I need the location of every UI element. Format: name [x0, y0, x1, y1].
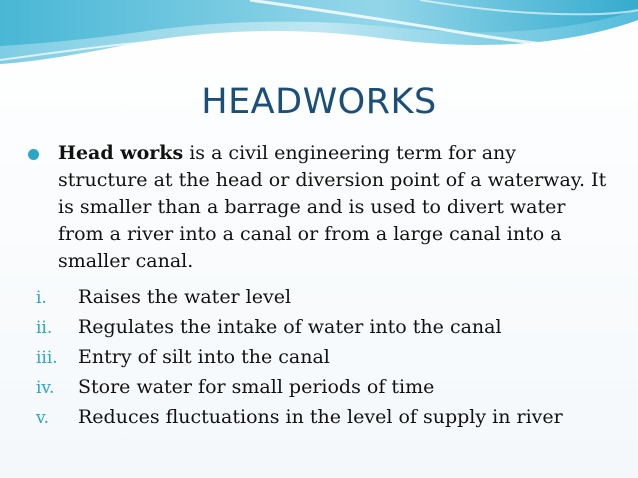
list-item	[36, 372, 620, 402]
list-item	[36, 402, 620, 432]
definition-body: is a civil engineering term for any structure at the head or diversion point of a waterway. It is smaller than a barrage and is used to divert water from a river into a canal or from a large canal into a smaller canal.	[58, 142, 607, 272]
list-item-text: Regulates the intake of water into the canal	[78, 316, 502, 338]
list-item-text: Entry of silt into the canal	[78, 346, 330, 368]
list-item-text: Raises the water level	[78, 286, 292, 308]
list-item-text: Store water for small periods of time	[78, 376, 435, 398]
list-item-number: i.	[36, 288, 47, 308]
list-item-text: Reduces fluctuations in the level of supply in river	[78, 406, 563, 428]
list-item-number: ii.	[36, 318, 53, 338]
list-item-number: v.	[36, 408, 49, 428]
list-item-number: iii.	[36, 348, 58, 368]
definition-bullet	[28, 140, 608, 275]
definition-text	[58, 140, 608, 275]
slide-title: HEADWORKS	[201, 82, 437, 122]
bullet-dot-icon	[28, 149, 39, 160]
list-item	[36, 282, 620, 312]
list-item	[36, 312, 620, 342]
definition-term: Head works	[58, 142, 184, 164]
list-item-number: iv.	[36, 378, 55, 398]
functions-list	[36, 282, 620, 432]
header-wave-decoration	[0, 0, 638, 80]
list-item	[36, 342, 620, 372]
